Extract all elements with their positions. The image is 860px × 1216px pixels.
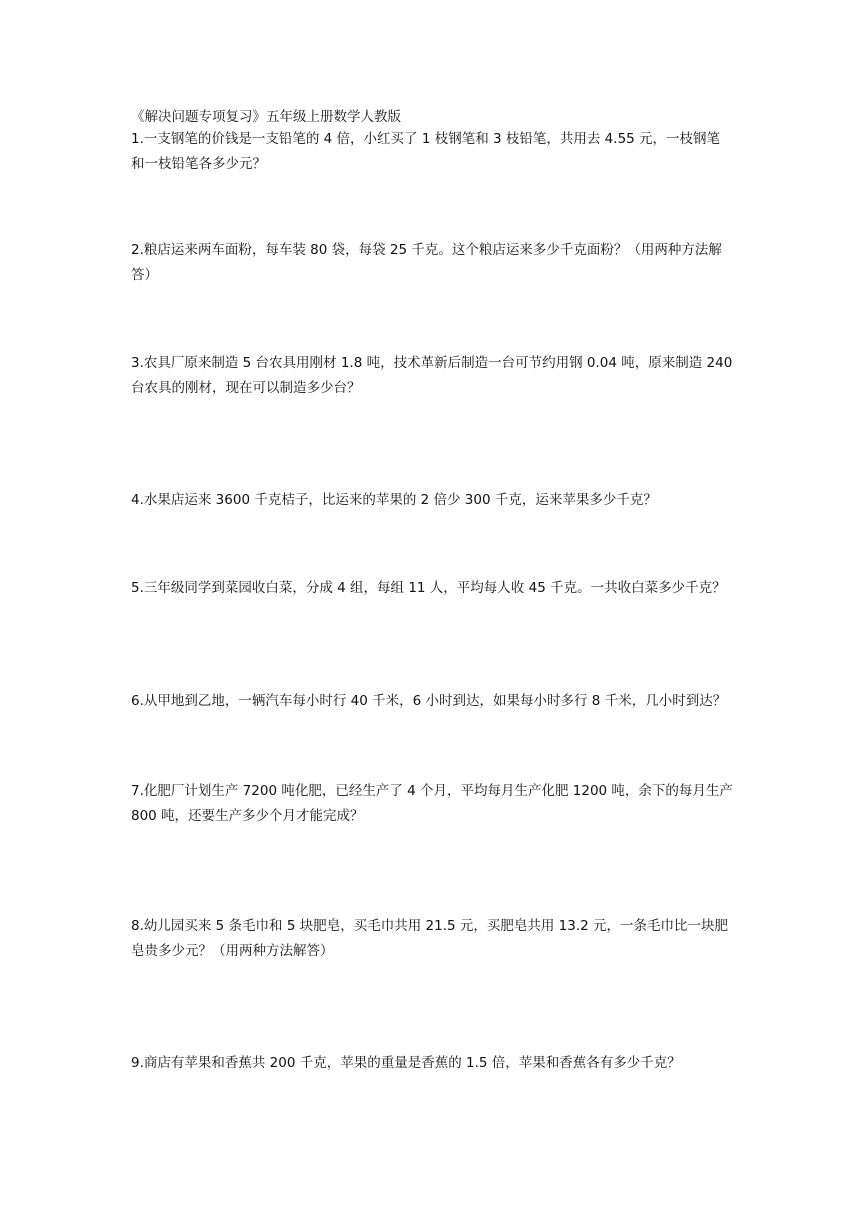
question-6: 6.从甲地到乙地，一辆汽车每小时行 40 千米，6 小时到达，如果每小时多行 8 千米，几小时到达？ <box>131 693 727 709</box>
question-2: 2.粮店运来两车面粉，每车装 80 袋，每袋 25 千克。这个粮店运来多少千克面粉？（用两种方法解答） <box>131 242 722 283</box>
question-1: 1.一支钢笔的价钱是一支铅笔的 4 倍，小红买了 1 枝钢笔和 3 枝铅笔，共用去 4.55 元，一枝钢笔和一枝铅笔各多少元？ <box>131 131 721 172</box>
question-7: 7.化肥厂计划生产 7200 吨化肥，已经生产了 4 个月，平均每月生产化肥 1200 吨，余下的每月生产 800 吨，还要生产多少个月才能完成？ <box>131 783 733 824</box>
question-8: 8.幼儿园买来 5 条毛巾和 5 块肥皂，买毛巾共用 21.5 元，买肥皂共用 13.2 元，一条毛巾比一块肥皂贵多少元？（用两种方法解答） <box>131 918 729 959</box>
question-4: 4.水果店运来 3600 千克桔子，比运来的苹果的 2 倍少 300 千克，运来苹果多少千克？ <box>131 492 657 508</box>
document-title: 《解决问题专项复习》五年级上册数学人教版 <box>131 109 401 125</box>
question-3: 3.农具厂原来制造 5 台农具用刚材 1.8 吨，技术革新后制造一台可节约用钢 0.04 吨，原来制造 240 台农具的刚材，现在可以制造多少台？ <box>131 355 733 396</box>
question-5: 5.三年级同学到菜园收白菜，分成 4 组，每组 11 人，平均每人收 45 千克。一共收白菜多少千克？ <box>131 580 726 596</box>
question-9: 9.商店有苹果和香蕉共 200 千克，苹果的重量是香蕉的 1.5 倍，苹果和香蕉各有多少千克？ <box>131 1055 681 1071</box>
